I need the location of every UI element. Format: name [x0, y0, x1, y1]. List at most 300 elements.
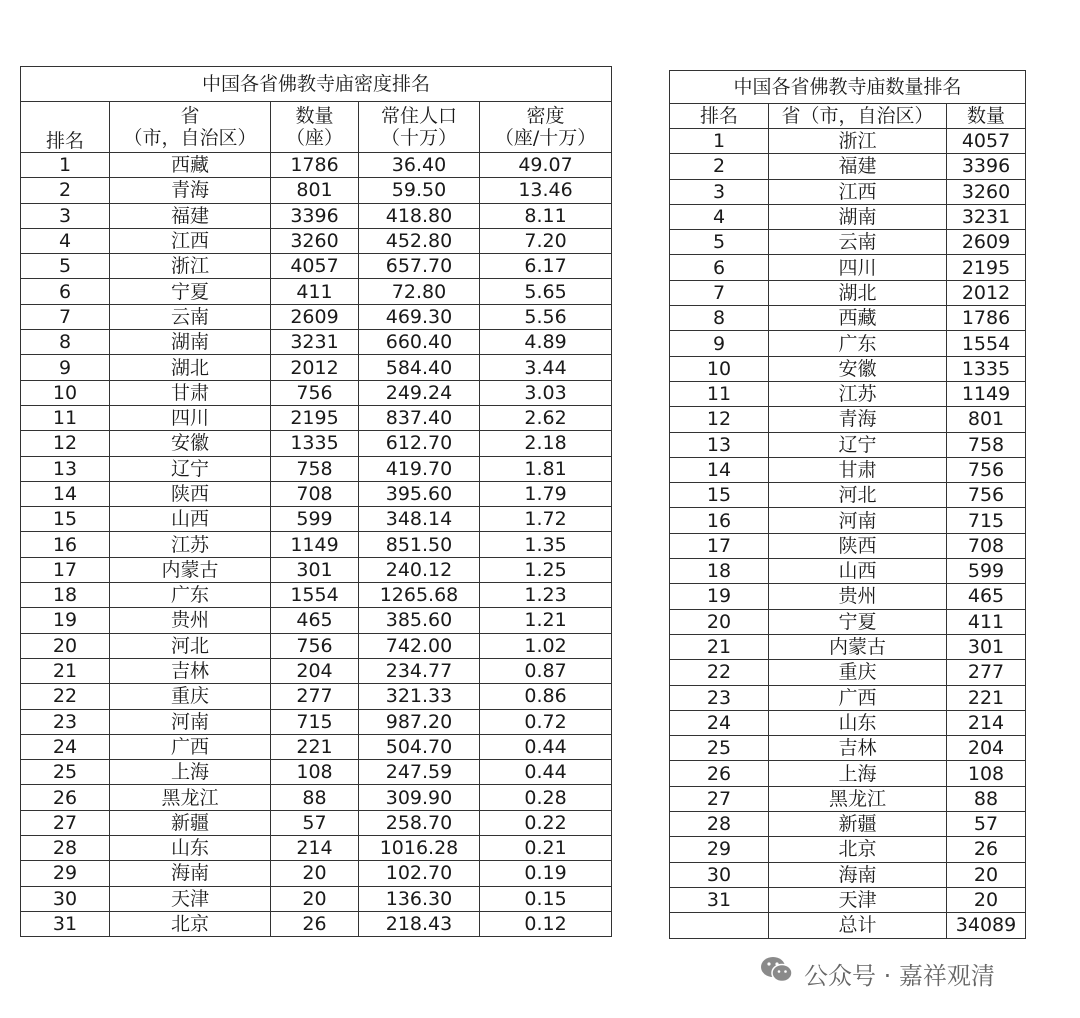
rank-cell: 30	[21, 886, 110, 911]
table-row	[21, 532, 612, 557]
rank-cell: 23	[21, 709, 110, 734]
count-cell: 204	[947, 736, 1026, 761]
rank-cell: 25	[670, 736, 769, 761]
province-cell: 河北	[769, 483, 947, 508]
count-cell: 2195	[947, 255, 1026, 280]
table-row	[670, 786, 1026, 811]
province-cell: 天津	[769, 887, 947, 912]
density-cell: 1.23	[480, 583, 612, 608]
count-cell: 758	[947, 432, 1026, 457]
count-cell: 756	[271, 380, 359, 405]
count-cell: 801	[271, 178, 359, 203]
province-cell: 新疆	[769, 812, 947, 837]
density-cell: 3.44	[480, 355, 612, 380]
density-cell: 1.81	[480, 456, 612, 481]
province-cell: 北京	[110, 911, 271, 936]
population-cell: 59.50	[359, 178, 480, 203]
province-cell: 西藏	[769, 306, 947, 331]
header-count: 数量 （座）	[271, 102, 359, 153]
density-header-row	[21, 102, 612, 153]
wechat-icon	[760, 955, 804, 991]
province-cell: 广西	[769, 685, 947, 710]
province-cell: 宁夏	[769, 609, 947, 634]
count-cell: 715	[271, 709, 359, 734]
province-cell: 甘肃	[769, 457, 947, 482]
total-row	[670, 913, 1026, 938]
count-cell: 758	[271, 456, 359, 481]
count-cell: 599	[271, 507, 359, 532]
population-cell: 504.70	[359, 734, 480, 759]
province-cell: 云南	[110, 304, 271, 329]
population-cell: 385.60	[359, 608, 480, 633]
province-cell: 湖北	[769, 280, 947, 305]
rank-cell: 4	[670, 204, 769, 229]
province-cell: 上海	[769, 761, 947, 786]
rank-cell: 5	[21, 254, 110, 279]
population-cell: 247.59	[359, 760, 480, 785]
rank-cell: 28	[21, 836, 110, 861]
rank-cell: 21	[670, 634, 769, 659]
population-cell: 1265.68	[359, 583, 480, 608]
density-cell: 1.79	[480, 481, 612, 506]
table-row	[21, 456, 612, 481]
table-row	[670, 154, 1026, 179]
density-cell: 2.62	[480, 405, 612, 430]
table-row	[21, 836, 612, 861]
header-rank: 排名	[21, 102, 110, 153]
rank-cell: 8	[670, 306, 769, 331]
density-cell: 0.12	[480, 911, 612, 936]
rank-cell: 28	[670, 812, 769, 837]
count-cell: 1149	[947, 381, 1026, 406]
province-cell: 江苏	[110, 532, 271, 557]
population-cell: 584.40	[359, 355, 480, 380]
table-row	[670, 483, 1026, 508]
table-row	[670, 812, 1026, 837]
count-cell: 301	[271, 557, 359, 582]
rank-cell: 18	[670, 559, 769, 584]
table-row	[21, 633, 612, 658]
count-cell: 20	[271, 861, 359, 886]
table-row	[21, 279, 612, 304]
count-header-row	[670, 104, 1026, 129]
rank-cell: 29	[670, 837, 769, 862]
total-rank-cell	[670, 913, 769, 938]
table-row	[670, 736, 1026, 761]
rank-cell: 30	[670, 862, 769, 887]
table-row	[21, 178, 612, 203]
province-cell: 北京	[769, 837, 947, 862]
province-cell: 浙江	[110, 254, 271, 279]
rank-cell: 27	[670, 786, 769, 811]
count-cell: 2609	[947, 230, 1026, 255]
table-row	[21, 431, 612, 456]
count-cell: 204	[271, 658, 359, 683]
rank-cell: 8	[21, 330, 110, 355]
population-cell: 987.20	[359, 709, 480, 734]
population-cell: 612.70	[359, 431, 480, 456]
count-cell: 3396	[947, 154, 1026, 179]
count-cell: 277	[271, 684, 359, 709]
count-cell: 708	[947, 533, 1026, 558]
rank-cell: 10	[670, 356, 769, 381]
table-row	[21, 583, 612, 608]
population-cell: 837.40	[359, 405, 480, 430]
province-cell: 辽宁	[110, 456, 271, 481]
count-cell: 801	[947, 407, 1026, 432]
count-cell: 1786	[947, 306, 1026, 331]
total-label-cell: 总计	[769, 913, 947, 938]
rank-cell: 4	[21, 228, 110, 253]
population-cell: 72.80	[359, 279, 480, 304]
header-province: 省 （市，自治区）	[110, 102, 271, 153]
density-cell: 1.35	[480, 532, 612, 557]
table-row	[670, 381, 1026, 406]
rank-cell: 2	[670, 154, 769, 179]
rank-cell: 7	[670, 280, 769, 305]
density-cell: 0.72	[480, 709, 612, 734]
province-cell: 吉林	[110, 658, 271, 683]
rank-cell: 31	[21, 911, 110, 936]
province-cell: 山西	[769, 559, 947, 584]
rank-cell: 26	[670, 761, 769, 786]
header-population: 常住人口 （十万）	[359, 102, 480, 153]
table-row	[670, 407, 1026, 432]
rank-cell: 14	[670, 457, 769, 482]
count-cell: 465	[947, 584, 1026, 609]
rank-cell: 15	[21, 507, 110, 532]
table-row	[670, 306, 1026, 331]
province-cell: 云南	[769, 230, 947, 255]
table-row	[670, 457, 1026, 482]
province-cell: 甘肃	[110, 380, 271, 405]
province-cell: 河南	[769, 508, 947, 533]
province-cell: 青海	[769, 407, 947, 432]
rank-cell: 24	[670, 710, 769, 735]
table-row	[670, 255, 1026, 280]
population-cell: 469.30	[359, 304, 480, 329]
count-cell: 3231	[271, 330, 359, 355]
header-rank: 排名	[670, 104, 769, 129]
table-row	[670, 533, 1026, 558]
table-row	[21, 228, 612, 253]
rank-cell: 27	[21, 810, 110, 835]
population-cell: 249.24	[359, 380, 480, 405]
count-cell: 214	[947, 710, 1026, 735]
count-cell: 465	[271, 608, 359, 633]
province-cell: 广西	[110, 734, 271, 759]
density-cell: 4.89	[480, 330, 612, 355]
count-ranking-table	[669, 70, 1026, 939]
rank-cell: 12	[670, 407, 769, 432]
province-cell: 河南	[110, 709, 271, 734]
count-cell: 1149	[271, 532, 359, 557]
rank-cell: 14	[21, 481, 110, 506]
density-cell: 1.02	[480, 633, 612, 658]
province-cell: 宁夏	[110, 279, 271, 304]
province-cell: 上海	[110, 760, 271, 785]
rank-cell: 9	[670, 331, 769, 356]
rank-cell: 22	[21, 684, 110, 709]
rank-cell: 16	[670, 508, 769, 533]
table-row	[21, 886, 612, 911]
population-cell: 395.60	[359, 481, 480, 506]
rank-cell: 13	[670, 432, 769, 457]
table-row	[670, 710, 1026, 735]
province-cell: 贵州	[110, 608, 271, 633]
density-cell: 49.07	[480, 153, 612, 178]
table-row	[21, 355, 612, 380]
rank-cell: 11	[21, 405, 110, 430]
province-cell: 重庆	[110, 684, 271, 709]
province-cell: 陕西	[110, 481, 271, 506]
header-count: 数量	[947, 104, 1026, 129]
density-cell: 0.21	[480, 836, 612, 861]
header-density: 密度 （座/十万）	[480, 102, 612, 153]
rank-cell: 19	[670, 584, 769, 609]
province-cell: 安徽	[769, 356, 947, 381]
population-cell: 258.70	[359, 810, 480, 835]
count-cell: 20	[947, 862, 1026, 887]
province-cell: 重庆	[769, 660, 947, 685]
province-cell: 黑龙江	[769, 786, 947, 811]
table-row	[670, 634, 1026, 659]
province-cell: 辽宁	[769, 432, 947, 457]
table-row	[21, 507, 612, 532]
count-cell: 26	[947, 837, 1026, 862]
table-row	[670, 432, 1026, 457]
table-row	[670, 230, 1026, 255]
density-cell: 6.17	[480, 254, 612, 279]
population-cell: 452.80	[359, 228, 480, 253]
province-cell: 内蒙古	[769, 634, 947, 659]
population-cell: 136.30	[359, 886, 480, 911]
province-cell: 山西	[110, 507, 271, 532]
province-cell: 广东	[110, 583, 271, 608]
population-cell: 102.70	[359, 861, 480, 886]
count-cell: 715	[947, 508, 1026, 533]
table-row	[21, 304, 612, 329]
table-row	[670, 761, 1026, 786]
province-cell: 四川	[110, 405, 271, 430]
count-cell: 3231	[947, 204, 1026, 229]
rank-cell: 22	[670, 660, 769, 685]
table-row	[21, 911, 612, 936]
table-row	[21, 153, 612, 178]
table-row	[21, 734, 612, 759]
rank-cell: 7	[21, 304, 110, 329]
rank-cell: 3	[21, 203, 110, 228]
province-cell: 新疆	[110, 810, 271, 835]
count-cell: 20	[271, 886, 359, 911]
table-row	[670, 280, 1026, 305]
population-cell: 418.80	[359, 203, 480, 228]
province-cell: 贵州	[769, 584, 947, 609]
population-cell: 1016.28	[359, 836, 480, 861]
count-cell: 1554	[947, 331, 1026, 356]
count-cell: 26	[271, 911, 359, 936]
count-cell: 108	[947, 761, 1026, 786]
province-cell: 安徽	[110, 431, 271, 456]
province-cell: 黑龙江	[110, 785, 271, 810]
population-cell: 742.00	[359, 633, 480, 658]
count-cell: 88	[947, 786, 1026, 811]
province-cell: 湖南	[110, 330, 271, 355]
province-cell: 内蒙古	[110, 557, 271, 582]
table-row	[670, 660, 1026, 685]
count-cell: 88	[271, 785, 359, 810]
table-row	[21, 330, 612, 355]
density-cell: 1.25	[480, 557, 612, 582]
density-cell: 0.28	[480, 785, 612, 810]
population-cell: 321.33	[359, 684, 480, 709]
rank-cell: 2	[21, 178, 110, 203]
count-cell: 756	[947, 457, 1026, 482]
province-cell: 山东	[769, 710, 947, 735]
table-row	[21, 658, 612, 683]
table-row	[670, 609, 1026, 634]
table-row	[21, 684, 612, 709]
table-row	[670, 559, 1026, 584]
count-cell: 1335	[947, 356, 1026, 381]
table-row	[670, 685, 1026, 710]
rank-cell: 13	[21, 456, 110, 481]
watermark	[760, 955, 995, 991]
table-row	[21, 380, 612, 405]
province-cell: 天津	[110, 886, 271, 911]
table-row	[21, 785, 612, 810]
density-cell: 7.20	[480, 228, 612, 253]
rank-cell: 20	[21, 633, 110, 658]
rank-cell: 1	[21, 153, 110, 178]
count-cell: 214	[271, 836, 359, 861]
province-cell: 四川	[769, 255, 947, 280]
province-cell: 山东	[110, 836, 271, 861]
table-row	[21, 557, 612, 582]
table-row	[21, 709, 612, 734]
count-table-title: 中国各省佛教寺庙数量排名	[670, 71, 1026, 104]
province-cell: 青海	[110, 178, 271, 203]
count-cell: 756	[271, 633, 359, 658]
province-cell: 江西	[769, 179, 947, 204]
table-row	[21, 203, 612, 228]
province-cell: 西藏	[110, 153, 271, 178]
rank-cell: 29	[21, 861, 110, 886]
count-cell: 2012	[271, 355, 359, 380]
population-cell: 218.43	[359, 911, 480, 936]
rank-cell: 18	[21, 583, 110, 608]
count-cell: 3396	[271, 203, 359, 228]
count-cell: 20	[947, 887, 1026, 912]
rank-cell: 24	[21, 734, 110, 759]
count-cell: 2609	[271, 304, 359, 329]
province-cell: 陕西	[769, 533, 947, 558]
count-cell: 708	[271, 481, 359, 506]
table-row	[670, 356, 1026, 381]
count-cell: 301	[947, 634, 1026, 659]
table-row	[670, 887, 1026, 912]
table-row	[670, 204, 1026, 229]
province-cell: 吉林	[769, 736, 947, 761]
province-cell: 湖南	[769, 204, 947, 229]
population-cell: 240.12	[359, 557, 480, 582]
province-cell: 湖北	[110, 355, 271, 380]
rank-cell: 23	[670, 685, 769, 710]
density-ranking-table	[20, 66, 612, 937]
rank-cell: 11	[670, 381, 769, 406]
count-cell: 221	[947, 685, 1026, 710]
population-cell: 660.40	[359, 330, 480, 355]
table-row	[21, 760, 612, 785]
table-row	[670, 129, 1026, 154]
province-cell: 浙江	[769, 129, 947, 154]
rank-cell: 6	[670, 255, 769, 280]
table-row	[670, 179, 1026, 204]
count-cell: 599	[947, 559, 1026, 584]
density-cell: 5.56	[480, 304, 612, 329]
rank-cell: 15	[670, 483, 769, 508]
density-cell: 0.87	[480, 658, 612, 683]
rank-cell: 17	[21, 557, 110, 582]
population-cell: 234.77	[359, 658, 480, 683]
rank-cell: 20	[670, 609, 769, 634]
province-cell: 江西	[110, 228, 271, 253]
rank-cell: 19	[21, 608, 110, 633]
rank-cell: 25	[21, 760, 110, 785]
table-row	[21, 481, 612, 506]
table-row	[670, 508, 1026, 533]
population-cell: 419.70	[359, 456, 480, 481]
count-cell: 2012	[947, 280, 1026, 305]
table-row	[21, 810, 612, 835]
count-cell: 221	[271, 734, 359, 759]
province-cell: 河北	[110, 633, 271, 658]
rank-cell: 21	[21, 658, 110, 683]
rank-cell: 26	[21, 785, 110, 810]
density-cell: 0.86	[480, 684, 612, 709]
rank-cell: 12	[21, 431, 110, 456]
count-cell: 756	[947, 483, 1026, 508]
rank-cell: 17	[670, 533, 769, 558]
province-cell: 江苏	[769, 381, 947, 406]
rank-cell: 1	[670, 129, 769, 154]
province-cell: 广东	[769, 331, 947, 356]
count-cell: 1335	[271, 431, 359, 456]
province-cell: 海南	[769, 862, 947, 887]
rank-cell: 5	[670, 230, 769, 255]
count-cell: 57	[271, 810, 359, 835]
count-cell: 411	[271, 279, 359, 304]
count-cell: 3260	[947, 179, 1026, 204]
rank-cell: 10	[21, 380, 110, 405]
density-cell: 0.22	[480, 810, 612, 835]
density-cell: 0.44	[480, 734, 612, 759]
count-cell: 57	[947, 812, 1026, 837]
table-row	[670, 584, 1026, 609]
header-province: 省（市，自治区）	[769, 104, 947, 129]
count-cell: 4057	[947, 129, 1026, 154]
count-cell: 277	[947, 660, 1026, 685]
table-row	[670, 331, 1026, 356]
province-cell: 福建	[110, 203, 271, 228]
population-cell: 309.90	[359, 785, 480, 810]
province-cell: 福建	[769, 154, 947, 179]
table-row	[670, 837, 1026, 862]
density-table-title: 中国各省佛教寺庙密度排名	[21, 67, 612, 102]
watermark-text: 公众号 · 嘉祥观清	[804, 961, 995, 990]
population-cell: 851.50	[359, 532, 480, 557]
rank-cell: 6	[21, 279, 110, 304]
